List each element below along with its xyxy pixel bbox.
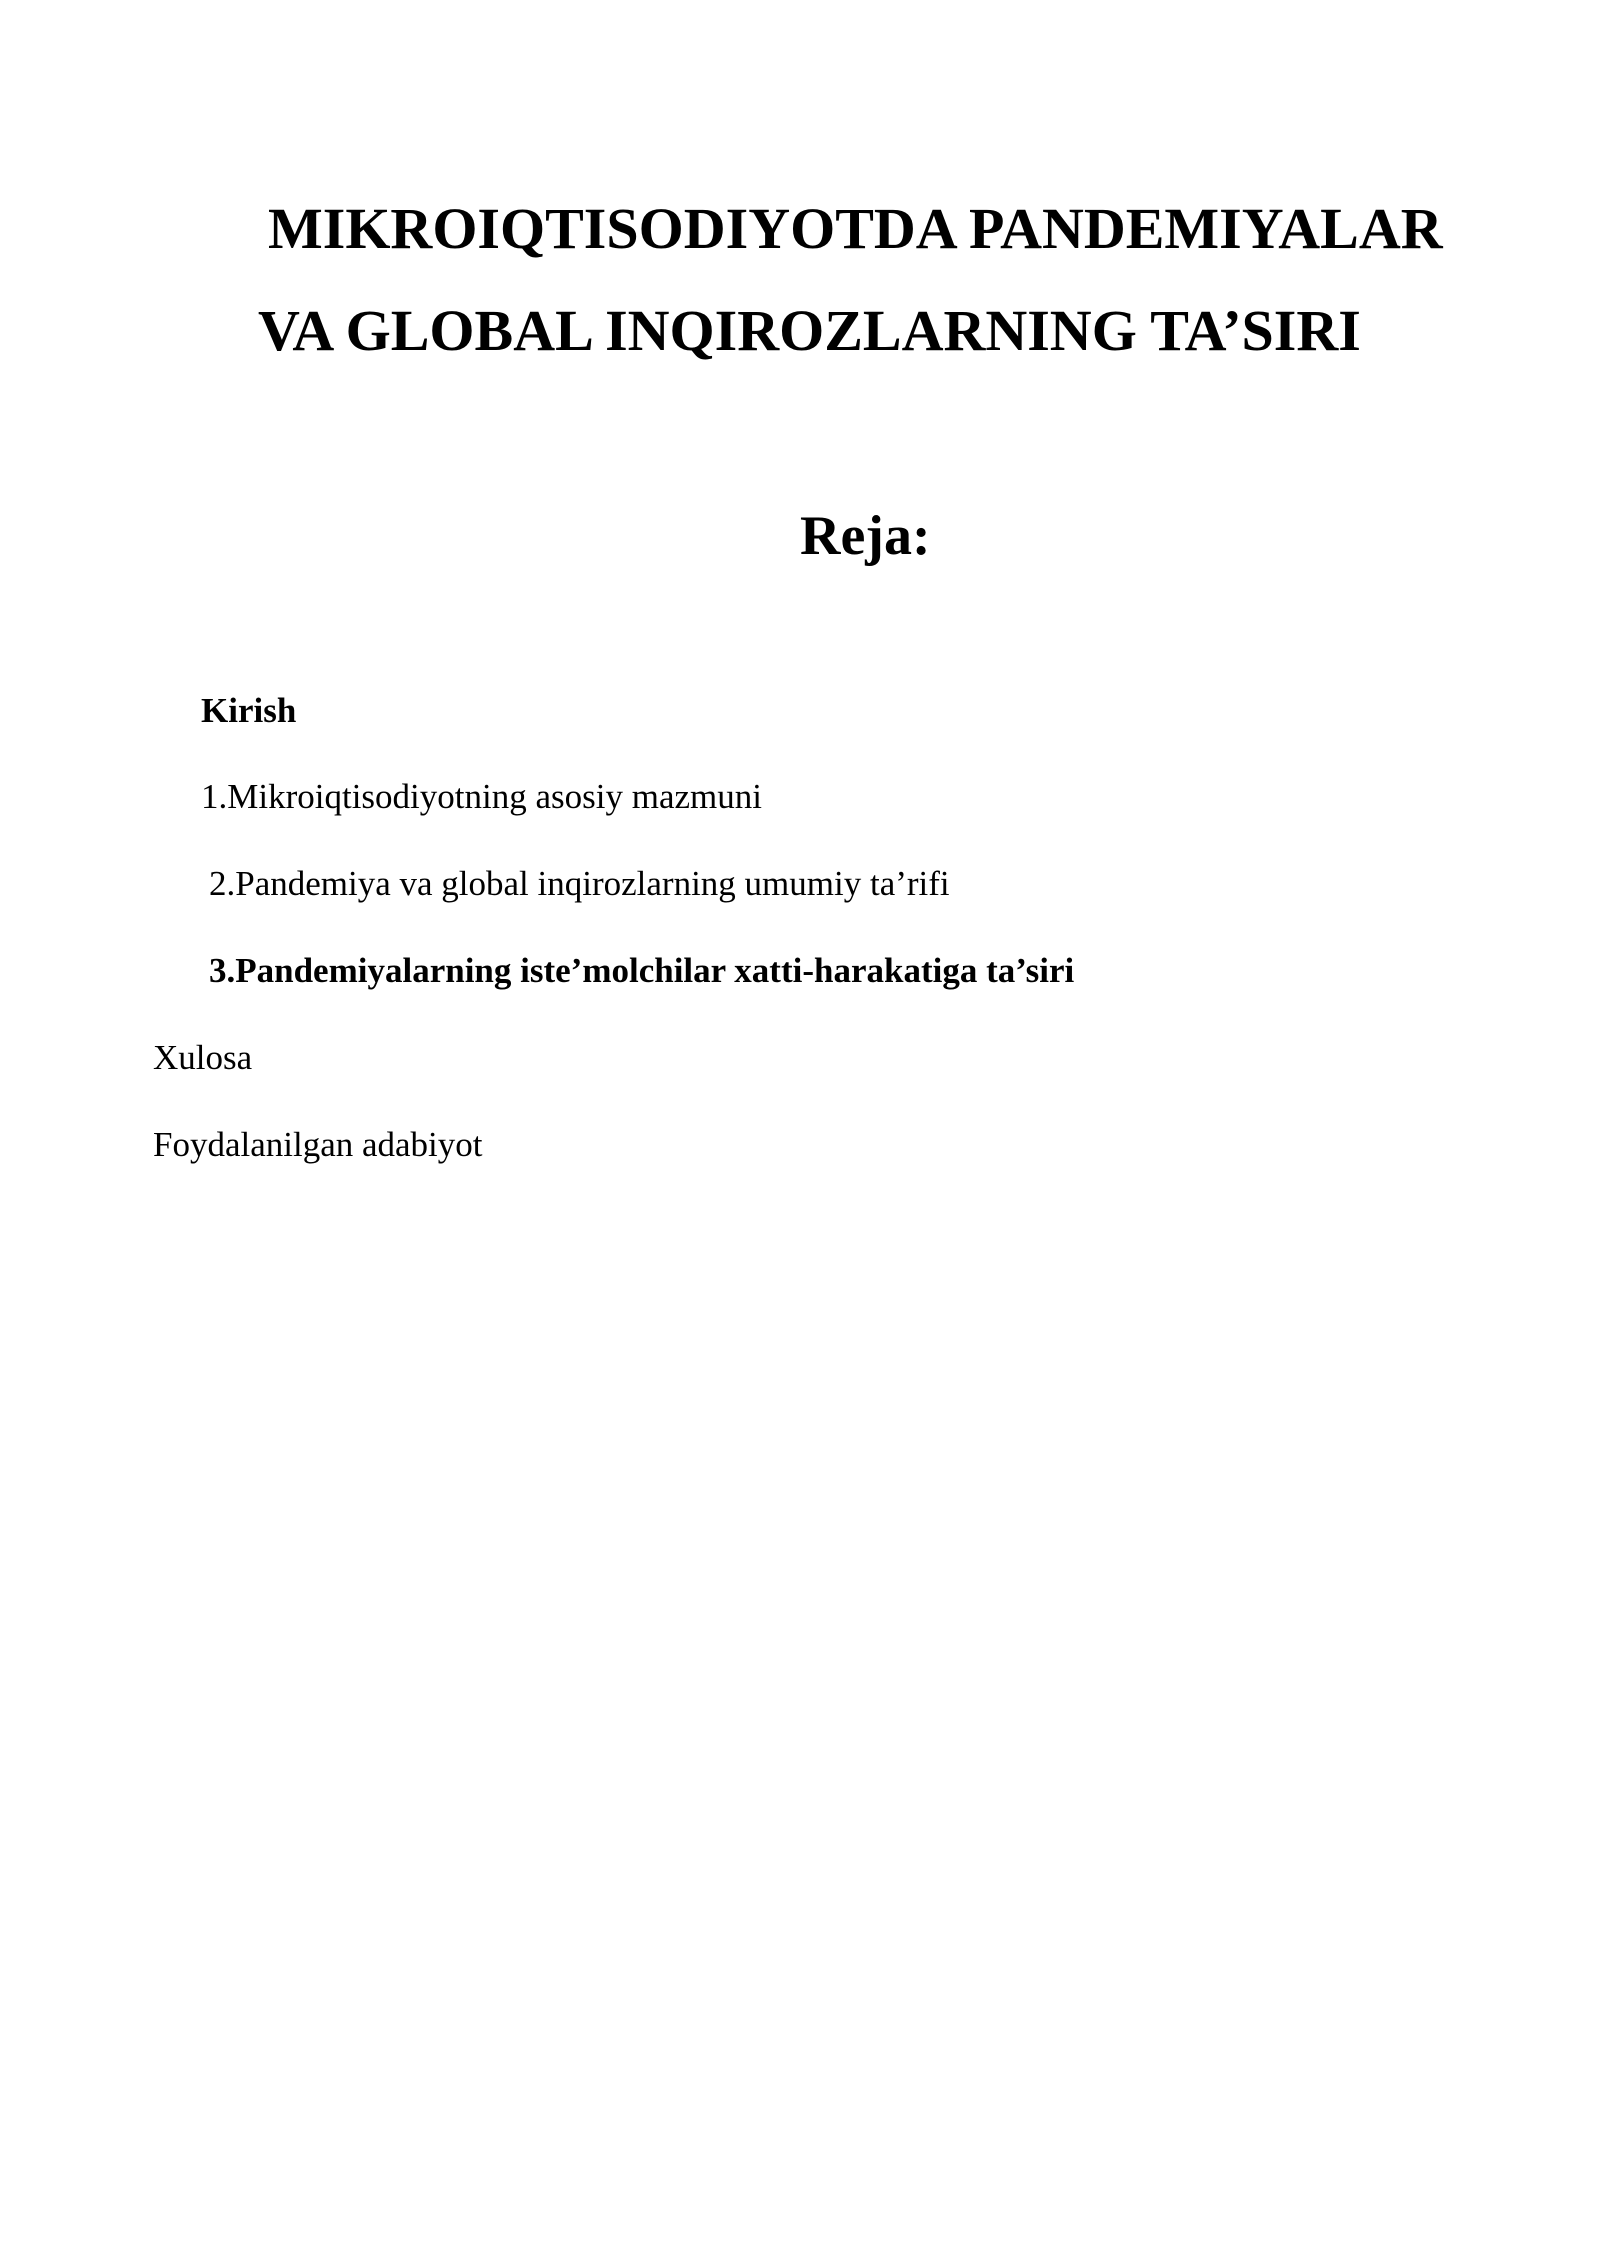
toc-item-intro: Kirish [201,691,297,730]
toc-item-2: 2.Pandemiya va global inqirozlarning umumiy ta’rifi [209,864,950,903]
document-title-line-2: VA GLOBAL INQIROZLARNING TA’SIRI [258,298,1361,363]
toc-item-1: 1.Mikroiqtisodiyotning asosiy mazmuni [201,777,762,816]
document-title-line-1: MIKROIQTISODIYOTDA PANDEMIYALAR [268,196,1443,261]
toc-item-conclusion: Xulosa [153,1038,253,1077]
toc-item-3: 3.Pandemiyalarning iste’molchilar xatti-harakatiga ta’siri [209,951,1075,990]
toc-item-references: Foydalanilgan adabiyot [153,1125,483,1164]
plan-heading: Reja: [800,505,931,567]
